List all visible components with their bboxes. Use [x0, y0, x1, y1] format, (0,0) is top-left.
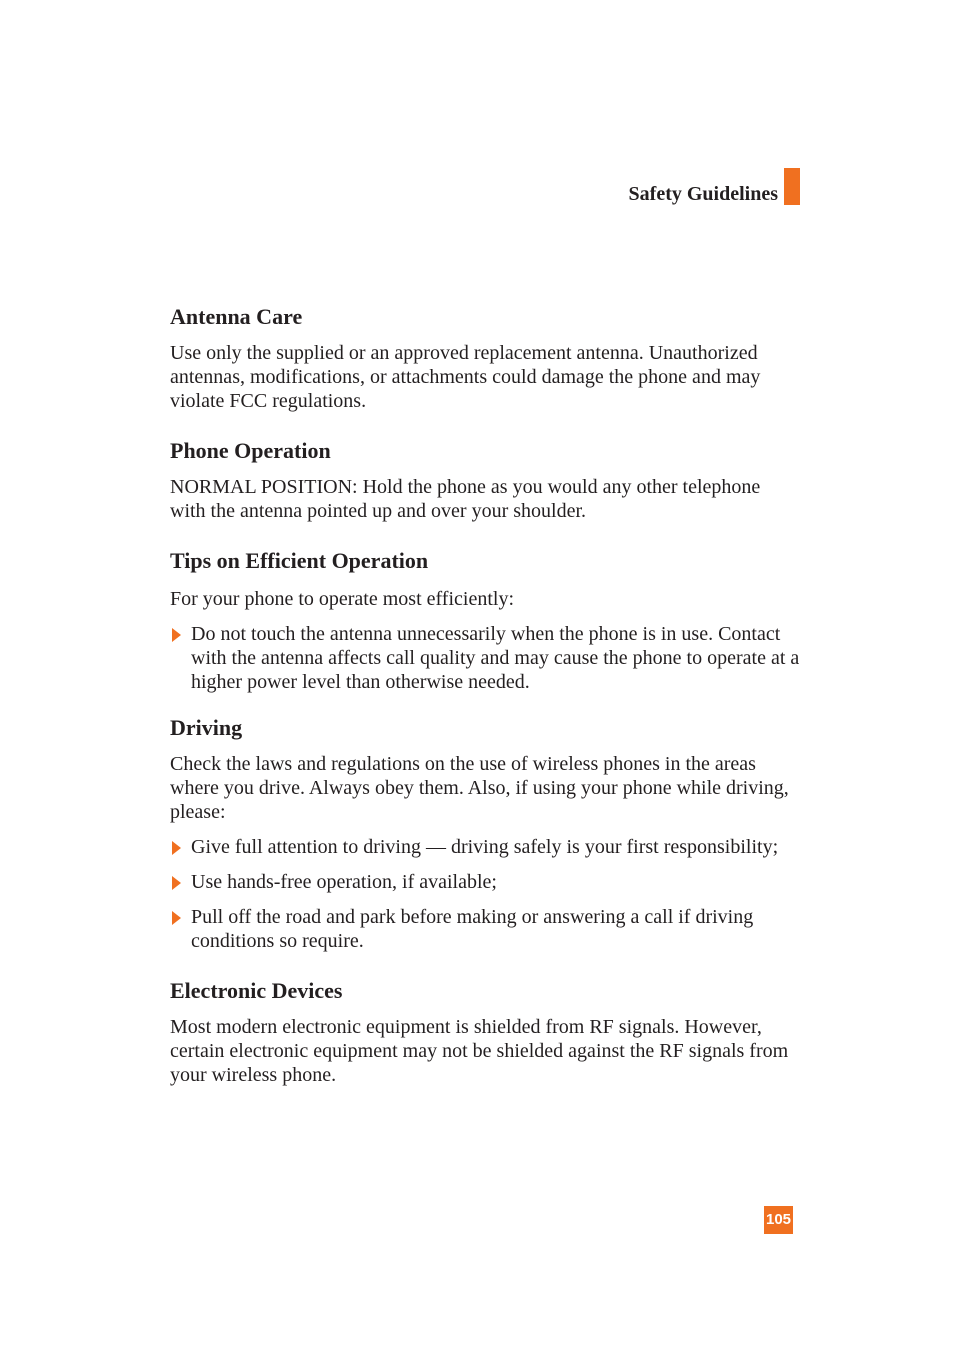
header-accent-bar	[784, 168, 800, 205]
list-item-text: Use hands-free operation, if available;	[191, 871, 497, 893]
bullet-list	[170, 622, 800, 694]
section-paragraph: Check the laws and regulations on the use of wireless phones in the areas where you drive. Always obey them. Also, if using your phone while driving, please:	[170, 753, 789, 823]
list-item	[170, 835, 800, 859]
list-item	[170, 905, 800, 953]
orange-triangle-bullet-icon	[172, 911, 181, 925]
section-title: Tips on Efficient Operation	[170, 548, 429, 573]
section-driving	[170, 714, 800, 953]
running-header-title: Safety Guidelines	[628, 183, 778, 205]
section-phone-operation	[170, 437, 800, 523]
section-paragraph: NORMAL POSITION: Hold the phone as you would any other telephone with the antenna pointed up and over your shoulder.	[170, 476, 761, 522]
section-paragraph: Use only the supplied or an approved replacement antenna. Unauthorized antennas, modifications, or attachments could damage the phone and may violate FCC regulations.	[170, 342, 761, 412]
section-paragraph: For your phone to operate most efficiently:	[170, 588, 514, 610]
section-title: Phone Operation	[170, 438, 331, 463]
section-title: Antenna Care	[170, 304, 303, 329]
section-title: Electronic Devices	[170, 978, 343, 1003]
list-item-text: Pull off the road and park before making or answering a call if driving conditions so require.	[191, 906, 754, 952]
section-tips-efficient-operation	[170, 547, 800, 694]
section-paragraph: Most modern electronic equipment is shielded from RF signals. However, certain electronic equipment may not be shielded against the RF signals from your wireless phone.	[170, 1016, 789, 1086]
list-item	[170, 870, 800, 894]
list-item-text: Give full attention to driving — driving safely is your first responsibility;	[191, 836, 779, 858]
bullet-list	[170, 835, 800, 953]
list-item	[170, 622, 800, 694]
page-content	[170, 303, 800, 1087]
orange-triangle-bullet-icon	[172, 876, 181, 890]
orange-triangle-bullet-icon	[172, 628, 181, 642]
list-item-text: Do not touch the antenna unnecessarily when the phone is in use. Contact with the antenna affects call quality and may cause the phone to operate at a higher power level than otherwise needed.	[191, 623, 800, 693]
section-antenna-care	[170, 303, 800, 413]
section-electronic-devices	[170, 977, 800, 1087]
orange-triangle-bullet-icon	[172, 841, 181, 855]
section-title: Driving	[170, 715, 243, 740]
page-number-badge: 105	[764, 1206, 793, 1234]
